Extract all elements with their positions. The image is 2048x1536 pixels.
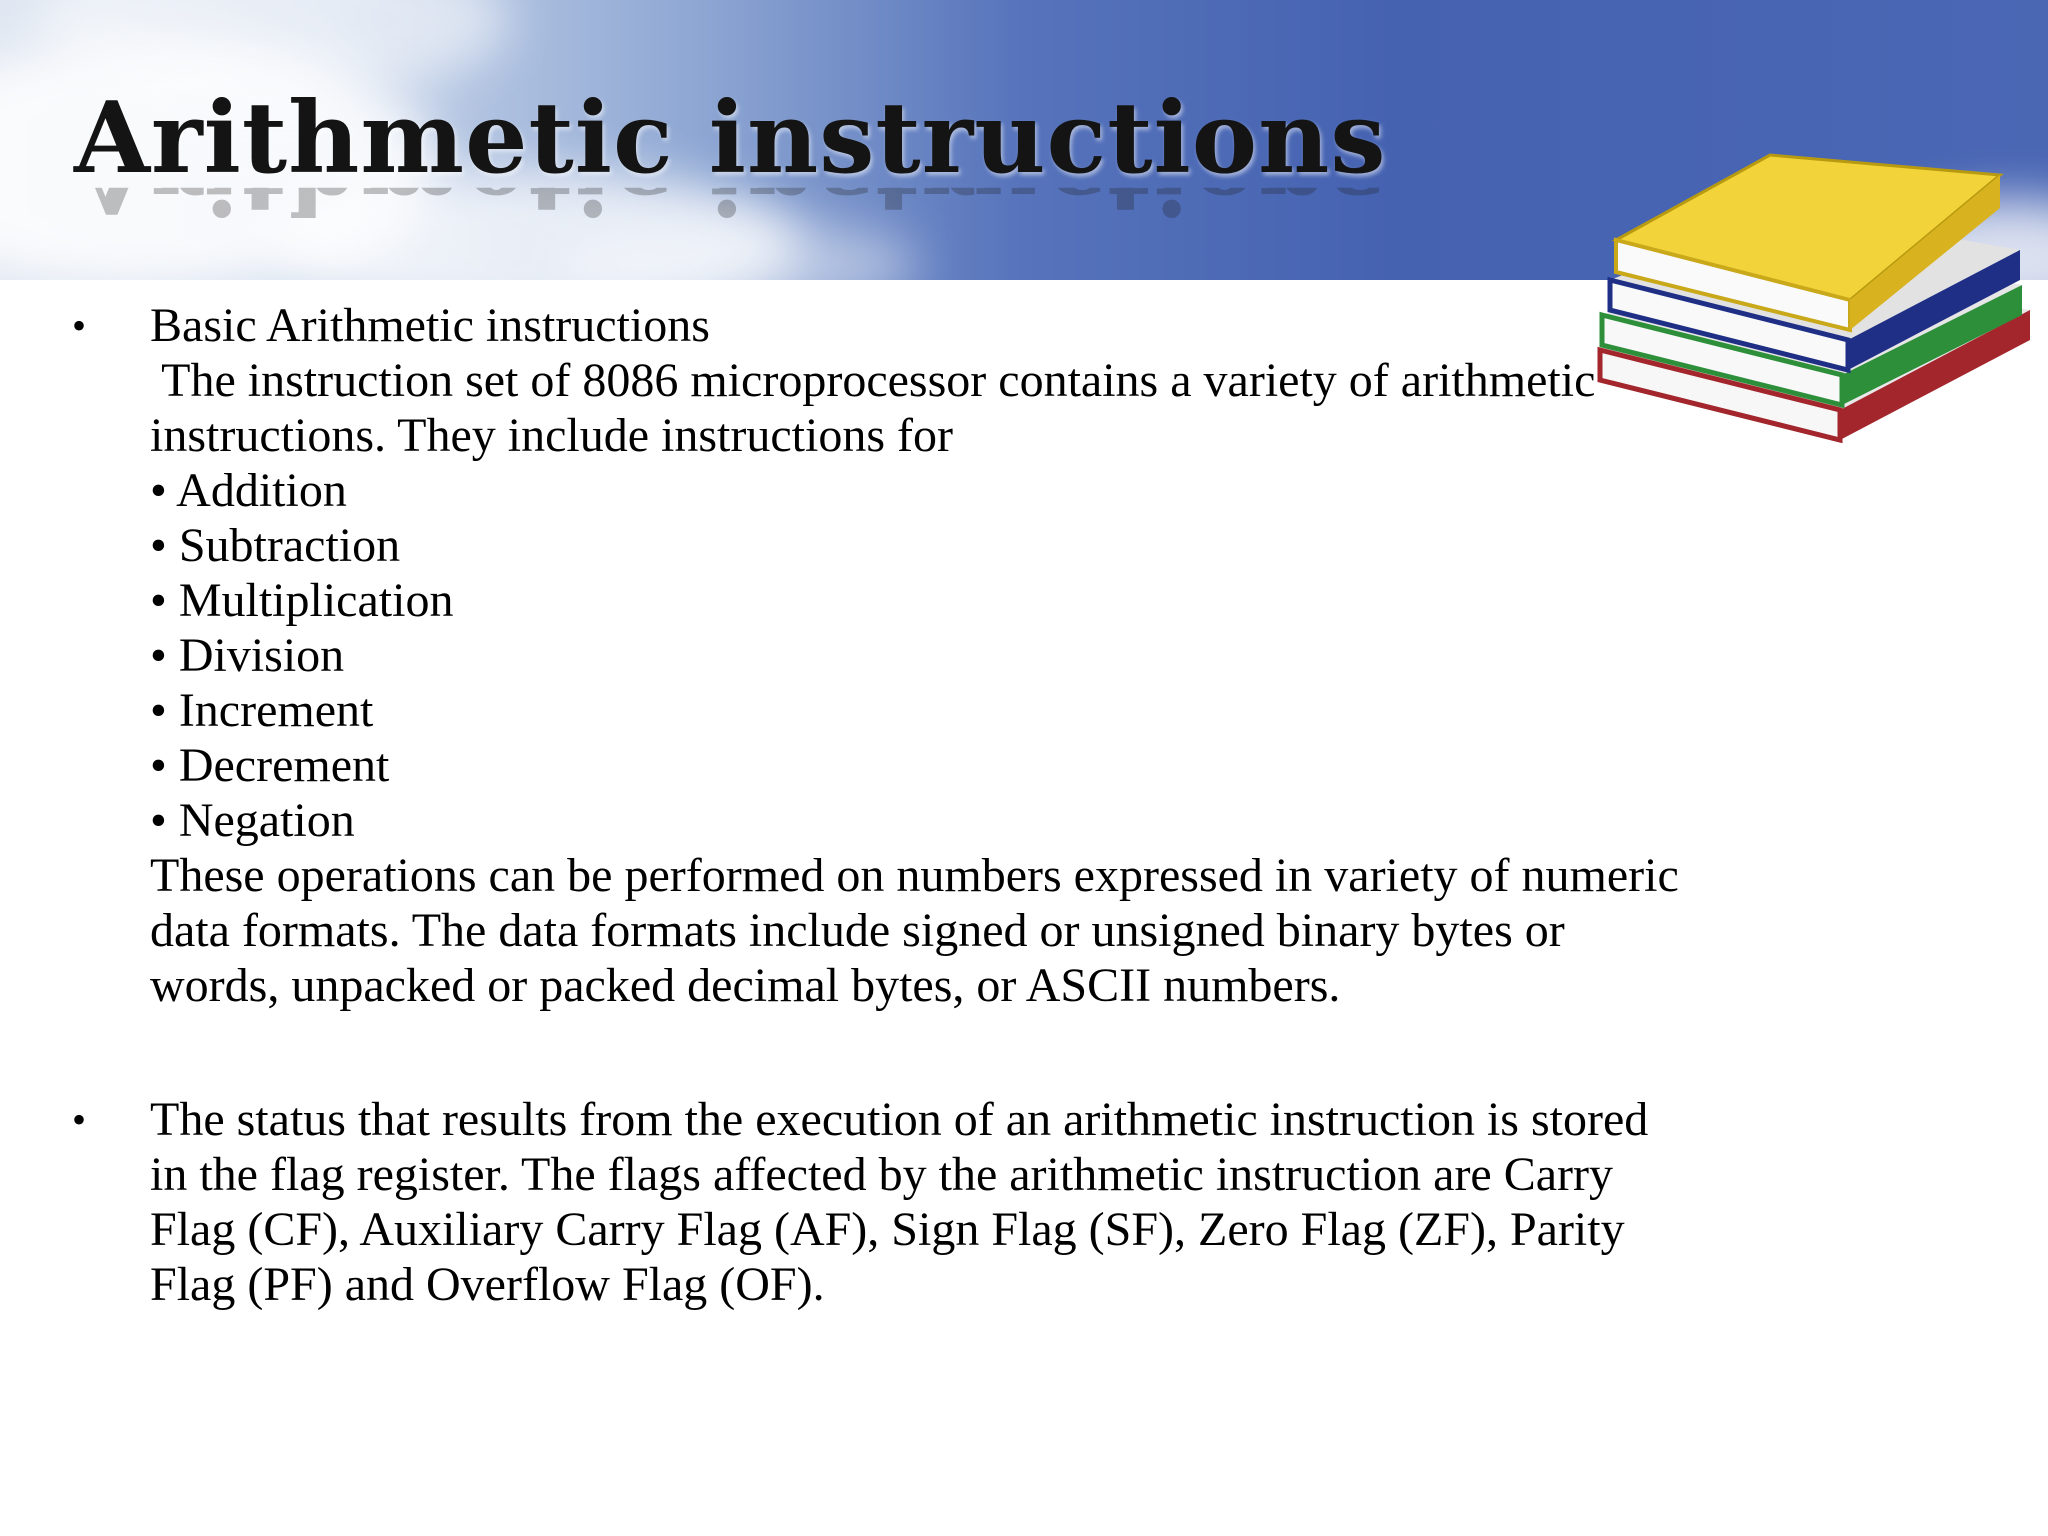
bullet-marker: • [72, 1097, 87, 1142]
bullet-basic-arithmetic [150, 298, 2030, 1013]
section1-outro-line3: words, unpacked or packed decimal bytes, or ASCII numbers. [150, 959, 1341, 1012]
section2-line4: Flag (PF) and Overflow Flag (OF). [150, 1258, 825, 1311]
slide-title: Arithmetic instructions [74, 81, 1387, 196]
section1-intro-line2: instructions. They include instructions for [150, 409, 953, 462]
section1-heading: Basic Arithmetic instructions [150, 299, 710, 352]
section2-line3: Flag (CF), Auxiliary Carry Flag (AF), Sign Flag (SF), Zero Flag (ZF), Parity [150, 1203, 1625, 1256]
operation-item: • Addition [150, 464, 347, 517]
operation-item: • Division [150, 629, 345, 682]
section1-outro-line1: These operations can be performed on numbers expressed in variety of numeric [150, 849, 1679, 902]
bullet-marker: • [72, 303, 87, 348]
section2-line2: in the flag register. The flags affected by the arithmetic instruction are Carry [150, 1148, 1614, 1201]
operation-item: • Decrement [150, 739, 390, 792]
operation-item: • Multiplication [150, 574, 454, 627]
section1-outro-line2: data formats. The data formats include signed or unsigned binary bytes or [150, 904, 1565, 957]
section1-intro-line1: The instruction set of 8086 microprocessor contains a variety of arithmetic [150, 354, 1596, 407]
operation-item: • Subtraction [150, 519, 401, 572]
bullet-flag-status [150, 1092, 2030, 1312]
operation-item: • Increment [150, 684, 374, 737]
section2-line1: The status that results from the execution of an arithmetic instruction is stored [150, 1093, 1649, 1146]
operation-item: • Negation [150, 794, 355, 847]
